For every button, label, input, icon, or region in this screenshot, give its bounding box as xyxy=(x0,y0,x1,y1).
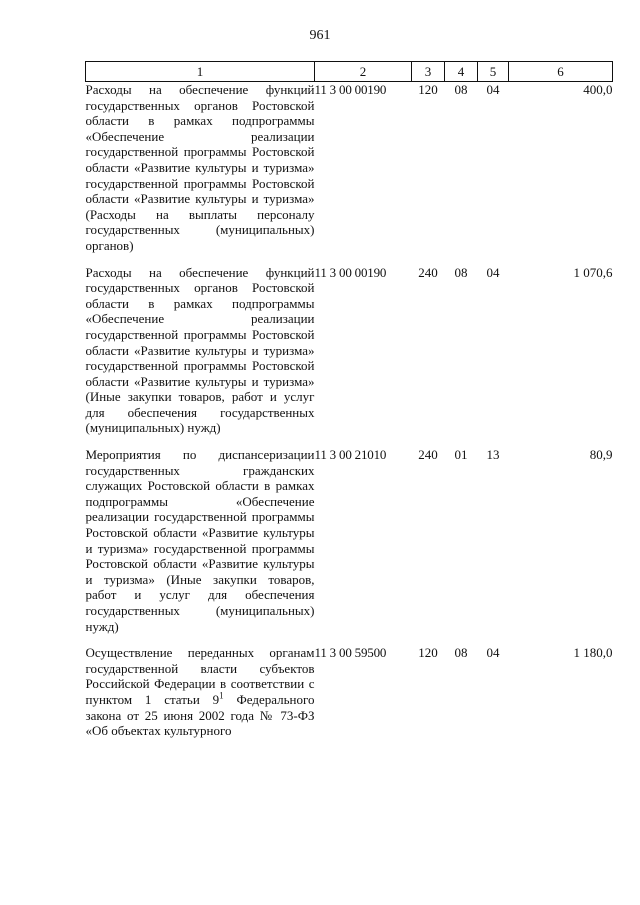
header-row xyxy=(86,62,613,82)
table-row xyxy=(86,645,613,750)
description-text: Осуществление переданных органам государственной власти субъектов Российской Федерации в соответствии с пунктом 1 статьи 9 xyxy=(85,645,315,707)
header-col-1: 1 xyxy=(86,62,315,82)
row-pr: 04 xyxy=(486,82,500,97)
table-row xyxy=(86,447,613,645)
footnote-superscript: 1 xyxy=(219,690,224,701)
row-description: Мероприятия по диспансеризации государственных гражданских служащих Ростовской области в рамках подпрограммы «Обеспечение реализации государственной программы Ростовской области «Развитие культуры и туризма» государственной программы Ростовской области «Развитие культуры и туризма» (Иные закупки товаров, работ и услуг для обеспечения государственных (муниципальных) нужд) xyxy=(85,447,315,634)
budget-table xyxy=(85,61,613,750)
table-header xyxy=(86,62,613,82)
row-description: Расходы на обеспечение функций государственных органов Ростовской области в рамках подпрограммы «Обеспечение реализации государственной программы Ростовской области «Развитие культуры и туризма» государственной программы Ростовской области «Развитие культуры и туризма» (Расходы на выплаты персоналу государственных (муниципальных) органов) xyxy=(85,82,315,253)
row-rz: 08 xyxy=(454,645,468,661)
row-pr: 13 xyxy=(486,447,500,463)
row-code: 11 3 00 59500 xyxy=(314,645,387,661)
row-amount: 1 180,0 xyxy=(573,645,613,661)
row-vr: 120 xyxy=(418,82,438,97)
table-row xyxy=(86,82,613,265)
row-description: Расходы на обеспечение функций государственных органов Ростовской области в рамках подпрограммы «Обеспечение реализации государственной программы Ростовской области «Развитие культуры и туризма» государственной программы Ростовской области «Развитие культуры и туризма» (Иные закупки товаров, работ и услуг для обеспечения государственных (муниципальных) нужд) xyxy=(85,264,315,436)
header-col-5: 5 xyxy=(478,62,509,82)
description-text-continued: Федерального закона от 25 июня 2002 года № 73-ФЗ «Об объектах культурного xyxy=(85,691,315,739)
row-pr: 04 xyxy=(486,645,500,661)
row-rz: 08 xyxy=(454,264,468,280)
header-col-4: 4 xyxy=(445,62,478,82)
row-pr: 04 xyxy=(486,264,500,280)
row-vr: 120 xyxy=(418,645,438,661)
row-code: 11 3 00 00190 xyxy=(314,82,387,97)
row-amount: 1 070,6 xyxy=(573,264,613,280)
page-number: 961 xyxy=(309,28,331,43)
row-vr: 240 xyxy=(418,447,438,463)
row-code: 11 3 00 21010 xyxy=(314,447,387,463)
row-description xyxy=(86,645,315,750)
row-vr: 240 xyxy=(418,264,438,280)
header-col-6: 6 xyxy=(509,62,613,82)
header-col-3: 3 xyxy=(412,62,445,82)
row-rz: 08 xyxy=(454,82,468,97)
row-rz: 01 xyxy=(454,447,468,463)
header-col-2: 2 xyxy=(315,62,412,82)
row-amount: 80,9 xyxy=(589,447,613,463)
table-body xyxy=(86,82,613,750)
table-row xyxy=(86,265,613,448)
row-amount: 400,0 xyxy=(583,82,613,97)
row-code: 11 3 00 00190 xyxy=(314,264,387,280)
